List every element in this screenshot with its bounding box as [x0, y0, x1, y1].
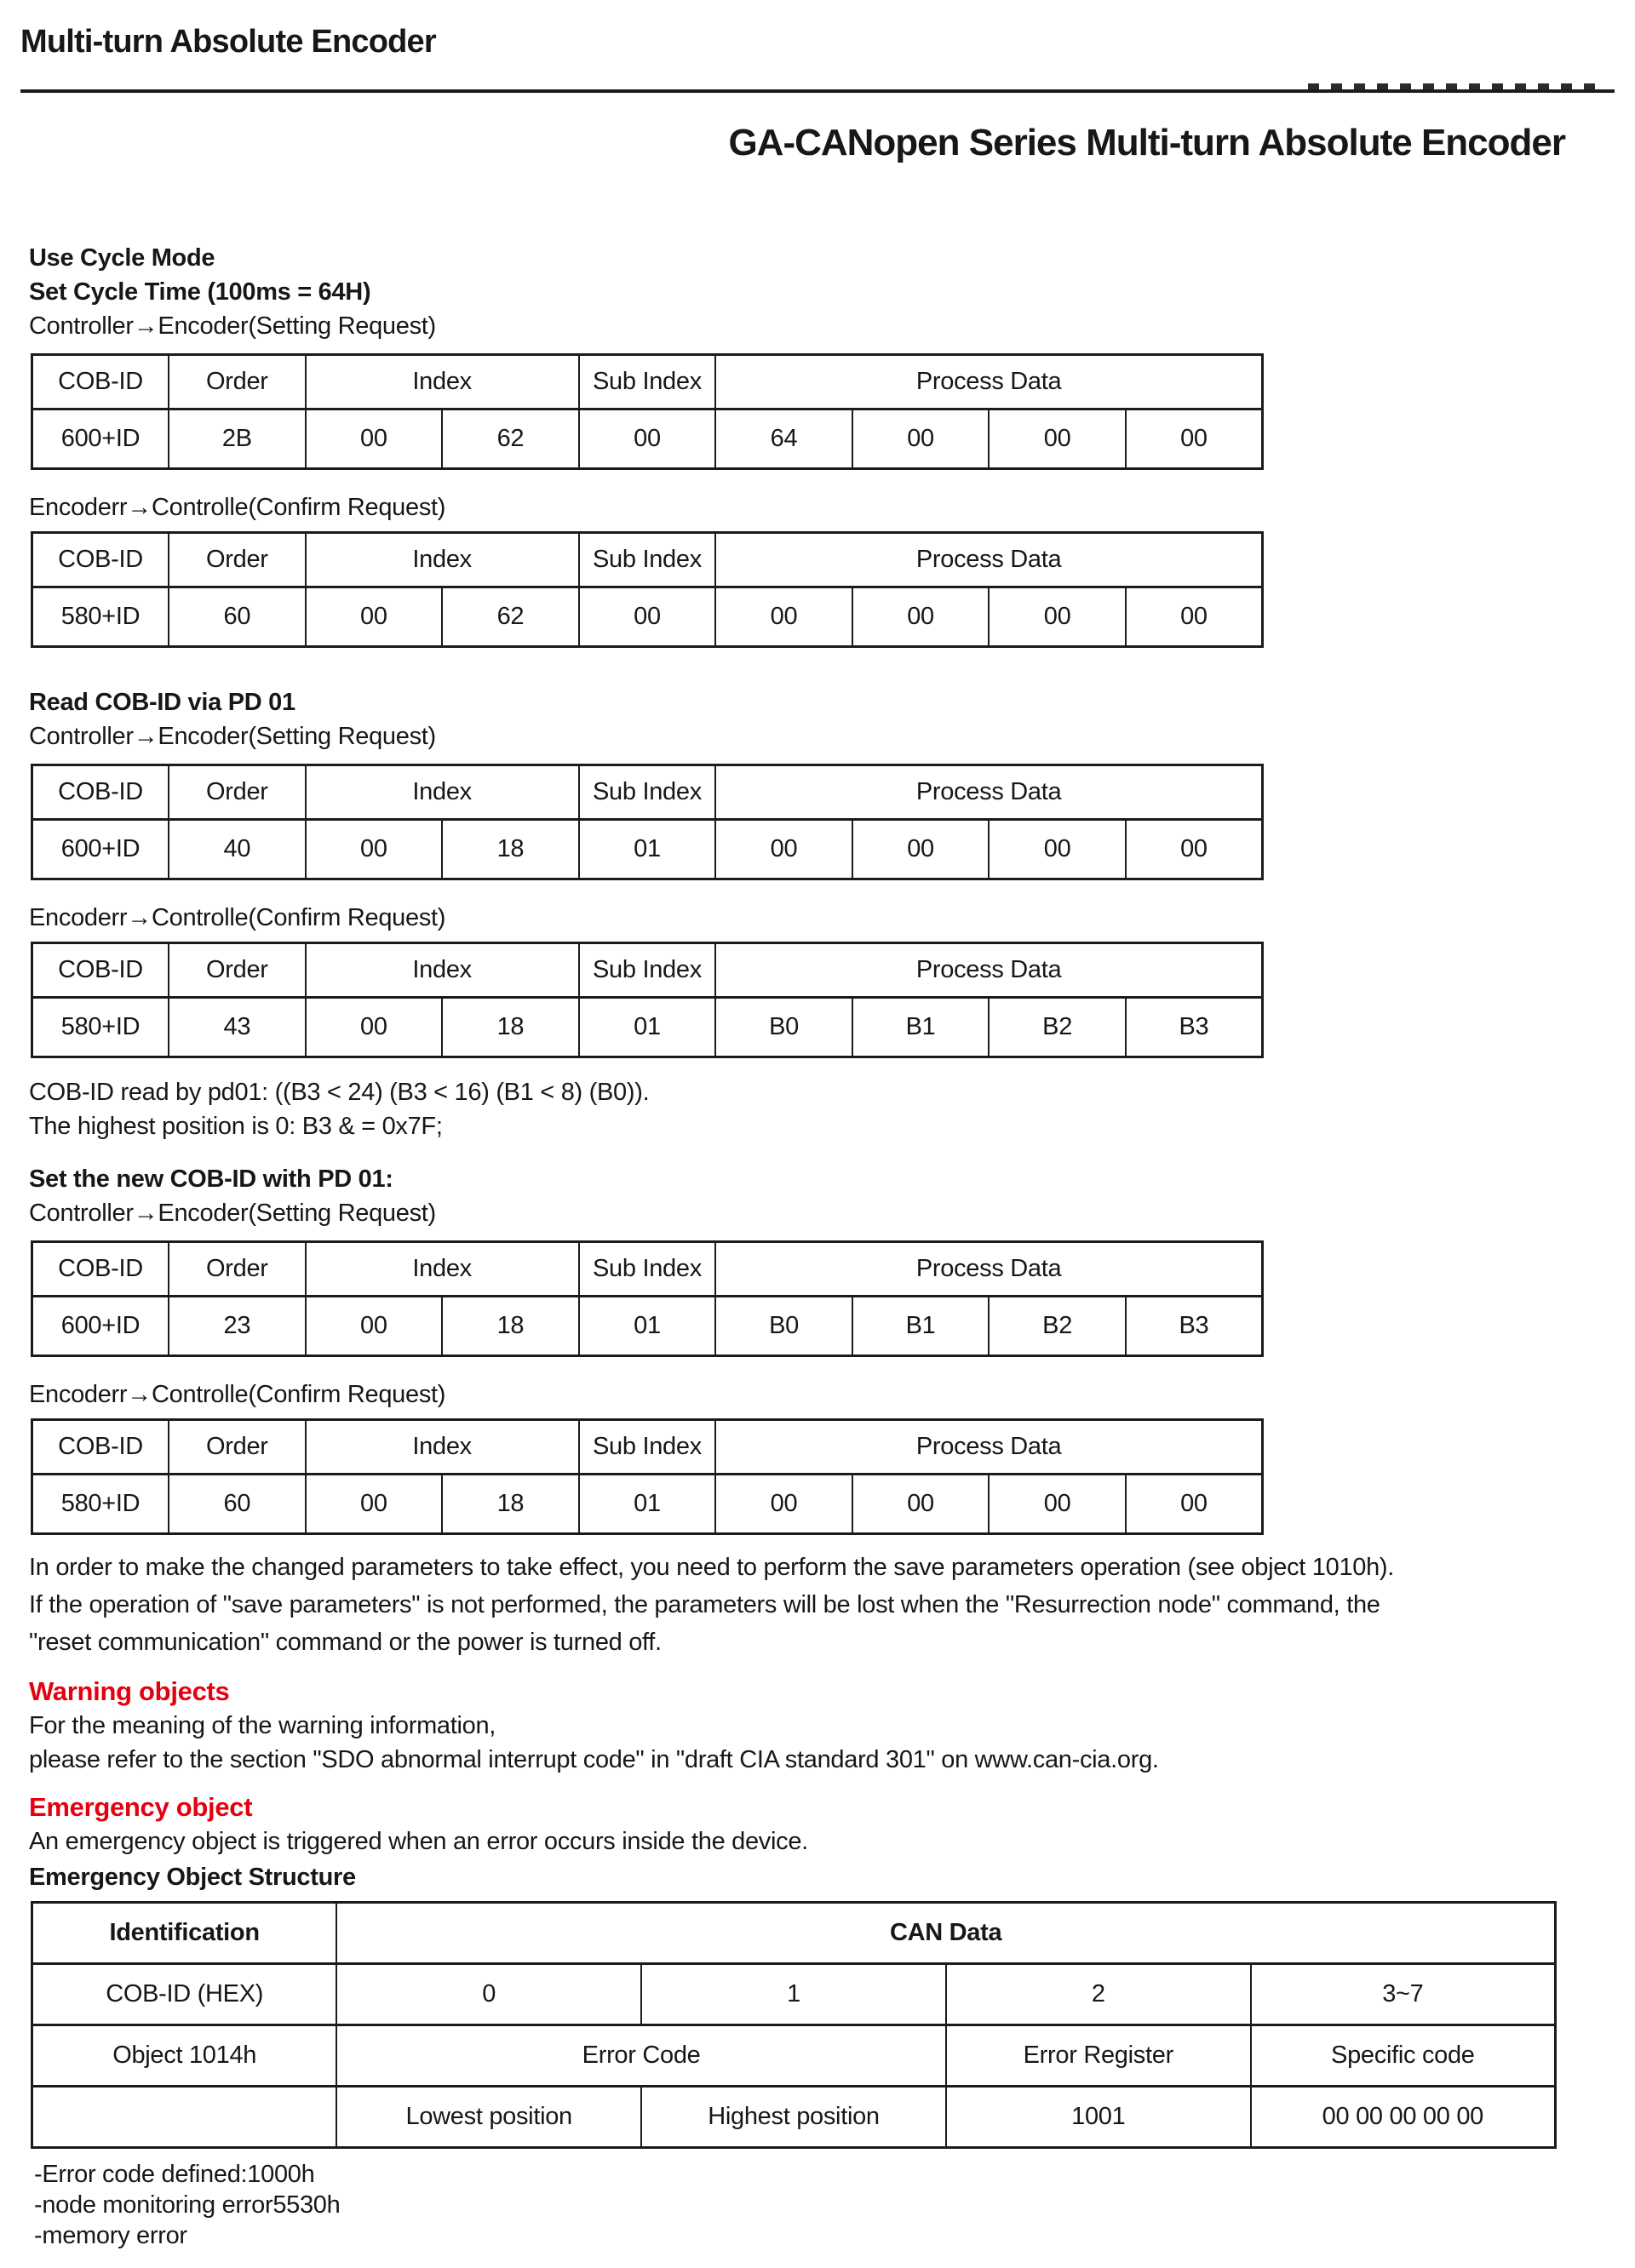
cell-specific-code-value: 00 00 00 00 00 [1251, 2087, 1556, 2148]
cell-pd-0: 00 [715, 820, 852, 879]
doc-title: GA-CANopen Series Multi-turn Absolute Encoder [728, 122, 1565, 163]
col-header-sub-index: Sub Index [579, 765, 716, 820]
col-header-order: Order [169, 765, 306, 820]
col-header-sub-index: Sub Index [579, 1420, 716, 1475]
section-heading-use-cycle-mode: Use Cycle Mode [29, 244, 215, 272]
col-header-cob-id: COB-ID [32, 765, 169, 820]
cell-pd-0: 00 [715, 1475, 852, 1534]
col-header-sub-index: Sub Index [579, 355, 716, 410]
sdo-table-read-cob-confirm [31, 942, 1264, 1058]
col-header-index: Index [306, 765, 579, 820]
cell-order: 2B [169, 410, 306, 469]
sdo-header-row [32, 355, 1263, 410]
sdo-table-set-cycle-request [31, 353, 1264, 470]
sdo-value-row [32, 587, 1263, 647]
cell-pd-3: B3 [1126, 1297, 1263, 1356]
col-header-cob-id: COB-ID [32, 1242, 169, 1297]
confirm-label: Encoderr→Controlle(Confirm Request) [29, 494, 446, 521]
emergency-title: Emergency object [29, 1792, 253, 1822]
cell-pd-1: 00 [852, 410, 990, 469]
cell-cob-id: 580+ID [32, 587, 169, 647]
sdo-table-read-cob-request [31, 764, 1264, 880]
request-label: Controller→Encoder(Setting Request) [29, 723, 436, 750]
cell-error-code: Error Code [336, 2025, 946, 2087]
cell-index-1: 18 [442, 1297, 579, 1356]
col-header-sub-index: Sub Index [579, 943, 716, 998]
cell-index-0: 00 [306, 1297, 443, 1356]
cell-index-1: 18 [442, 998, 579, 1057]
col-header-order: Order [169, 1420, 306, 1475]
cell-index-0: 00 [306, 410, 443, 469]
sdo-header-row [32, 533, 1263, 587]
cell-index-0: 00 [306, 1475, 443, 1534]
header-rule [20, 89, 1615, 93]
cell-pd-2: 00 [989, 1475, 1126, 1534]
col-header-index: Index [306, 355, 579, 410]
confirm-label: Encoderr→Controlle(Confirm Request) [29, 904, 446, 931]
cell-sub-index: 01 [579, 1297, 716, 1356]
footnote-error-code: -Error code defined:1000h [34, 2161, 315, 2188]
cell-index-0: 00 [306, 587, 443, 647]
cob-id-note-1: COB-ID read by pd01: ((B3 < 24) (B3 < 16) (B1 < 8) (B0)). [29, 1079, 650, 1106]
cell-pd-3: 00 [1126, 410, 1263, 469]
sdo-value-row [32, 410, 1263, 469]
cell-cob-id-hex: COB-ID (HEX) [32, 1964, 337, 2025]
section-heading-read-cob-id: Read COB-ID via PD 01 [29, 689, 295, 716]
warning-line-1: For the meaning of the warning information, [29, 1712, 496, 1739]
col-header-order: Order [169, 533, 306, 587]
cell-cob-id: 580+ID [32, 1475, 169, 1534]
sdo-table-set-cob-confirm [31, 1418, 1264, 1535]
emergency-desc: An emergency object is triggered when an error occurs inside the device. [29, 1828, 808, 1855]
cell-sub-index: 00 [579, 587, 716, 647]
cell-pd-3: B3 [1126, 998, 1263, 1057]
cell-pd-3: 00 [1126, 587, 1263, 647]
cell-pd-3: 00 [1126, 820, 1263, 879]
cell-sub-index: 01 [579, 820, 716, 879]
sdo-value-row [32, 1297, 1263, 1356]
cell-byte-3-7: 3~7 [1251, 1964, 1556, 2025]
col-header-process-data: Process Data [715, 765, 1262, 820]
cell-error-register: Error Register [946, 2025, 1251, 2087]
cell-pd-3: 00 [1126, 1475, 1263, 1534]
cell-index-1: 18 [442, 820, 579, 879]
cell-pd-0: B0 [715, 998, 852, 1057]
warning-line-2: please refer to the section "SDO abnormal interrupt code" in "draft CIA standard 301" on www.can-cia.org. [29, 1746, 1159, 1773]
cell-index-1: 18 [442, 1475, 579, 1534]
col-header-index: Index [306, 1420, 579, 1475]
cell-order: 40 [169, 820, 306, 879]
confirm-label: Encoderr→Controlle(Confirm Request) [29, 1381, 446, 1408]
cell-pd-1: B1 [852, 1297, 990, 1356]
cell-index-0: 00 [306, 998, 443, 1057]
col-header-sub-index: Sub Index [579, 533, 716, 587]
cell-pd-1: B1 [852, 998, 990, 1057]
cell-byte-0: 0 [336, 1964, 641, 2025]
cell-specific-code: Specific code [1251, 2025, 1556, 2087]
col-header-process-data: Process Data [715, 1420, 1262, 1475]
cell-cob-id: 580+ID [32, 998, 169, 1057]
warning-title: Warning objects [29, 1676, 230, 1706]
cell-pd-2: 00 [989, 587, 1126, 647]
cell-order: 23 [169, 1297, 306, 1356]
cell-order: 60 [169, 587, 306, 647]
brand-watermark [1308, 83, 1601, 89]
page-title: Multi-turn Absolute Encoder [20, 24, 436, 60]
cell-pd-1: 00 [852, 820, 990, 879]
cell-empty [32, 2087, 337, 2148]
cell-identification: Identification [32, 1903, 337, 1964]
cell-pd-1: 00 [852, 1475, 990, 1534]
cell-pd-0: 64 [715, 410, 852, 469]
footnote-node-monitoring: -node monitoring error5530h [34, 2191, 341, 2219]
cell-can-data: CAN Data [336, 1903, 1555, 1964]
col-header-sub-index: Sub Index [579, 1242, 716, 1297]
col-header-process-data: Process Data [715, 943, 1262, 998]
col-header-index: Index [306, 1242, 579, 1297]
section-heading-set-cycle-time: Set Cycle Time (100ms = 64H) [29, 278, 371, 306]
col-header-order: Order [169, 1242, 306, 1297]
sdo-table-set-cob-request [31, 1240, 1264, 1357]
col-header-process-data: Process Data [715, 1242, 1262, 1297]
request-label: Controller→Encoder(Setting Request) [29, 312, 436, 340]
footnotes [29, 2159, 1609, 2251]
col-header-process-data: Process Data [715, 355, 1262, 410]
cell-cob-id: 600+ID [32, 410, 169, 469]
sdo-value-row [32, 998, 1263, 1057]
sdo-header-row [32, 1420, 1263, 1475]
col-header-process-data: Process Data [715, 533, 1262, 587]
sdo-value-row [32, 1475, 1263, 1534]
col-header-cob-id: COB-ID [32, 943, 169, 998]
cell-sub-index: 01 [579, 1475, 716, 1534]
page-header [0, 0, 1635, 164]
cell-pd-0: B0 [715, 1297, 852, 1356]
cell-byte-1: 1 [641, 1964, 946, 2025]
col-header-order: Order [169, 943, 306, 998]
emergency-structure-title: Emergency Object Structure [29, 1864, 356, 1891]
sdo-value-row [32, 820, 1263, 879]
save-params-line-2: If the operation of "save parameters" is not performed, the parameters will be lost when the "Resurrection node" command, the [29, 1591, 1380, 1618]
cell-pd-2: B2 [989, 998, 1126, 1057]
sdo-header-row [32, 943, 1263, 998]
content [0, 241, 1635, 2251]
sdo-header-row [32, 1242, 1263, 1297]
sdo-header-row [32, 765, 1263, 820]
emergency-byte-row [32, 1964, 1556, 2025]
cell-pd-2: 00 [989, 820, 1126, 879]
emergency-table [31, 1901, 1557, 2149]
col-header-cob-id: COB-ID [32, 533, 169, 587]
cell-pd-0: 00 [715, 587, 852, 647]
col-header-order: Order [169, 355, 306, 410]
col-header-cob-id: COB-ID [32, 1420, 169, 1475]
cell-sub-index: 00 [579, 410, 716, 469]
sdo-table-set-cycle-confirm [31, 531, 1264, 648]
cell-index-1: 62 [442, 410, 579, 469]
cell-sub-index: 01 [579, 998, 716, 1057]
cell-lowest-position: Lowest position [336, 2087, 641, 2148]
cell-error-register-value: 1001 [946, 2087, 1251, 2148]
cell-cob-id: 600+ID [32, 1297, 169, 1356]
cell-cob-id: 600+ID [32, 820, 169, 879]
col-header-index: Index [306, 533, 579, 587]
footnote-memory-error: -memory error [34, 2222, 187, 2249]
col-header-index: Index [306, 943, 579, 998]
col-header-cob-id: COB-ID [32, 355, 169, 410]
emergency-values-row [32, 2087, 1556, 2148]
cell-pd-2: 00 [989, 410, 1126, 469]
cell-object-1014h: Object 1014h [32, 2025, 337, 2087]
cell-highest-position: Highest position [641, 2087, 946, 2148]
cob-id-note-2: The highest position is 0: B3 & = 0x7F; [29, 1113, 443, 1140]
cell-pd-1: 00 [852, 587, 990, 647]
cell-index-0: 00 [306, 820, 443, 879]
cell-pd-2: B2 [989, 1297, 1126, 1356]
emergency-header-row [32, 1903, 1556, 1964]
save-params-line-3: "reset communication" command or the power is turned off. [29, 1629, 662, 1656]
cell-byte-2: 2 [946, 1964, 1251, 2025]
emergency-object-row [32, 2025, 1556, 2087]
cell-order: 43 [169, 998, 306, 1057]
cell-index-1: 62 [442, 587, 579, 647]
section-heading-set-new-cob-id: Set the new COB-ID with PD 01: [29, 1166, 393, 1193]
request-label: Controller→Encoder(Setting Request) [29, 1200, 436, 1227]
save-params-line-1: In order to make the changed parameters to take effect, you need to perform the save parameters operation (see object 1010h). [29, 1554, 1395, 1581]
cell-order: 60 [169, 1475, 306, 1534]
